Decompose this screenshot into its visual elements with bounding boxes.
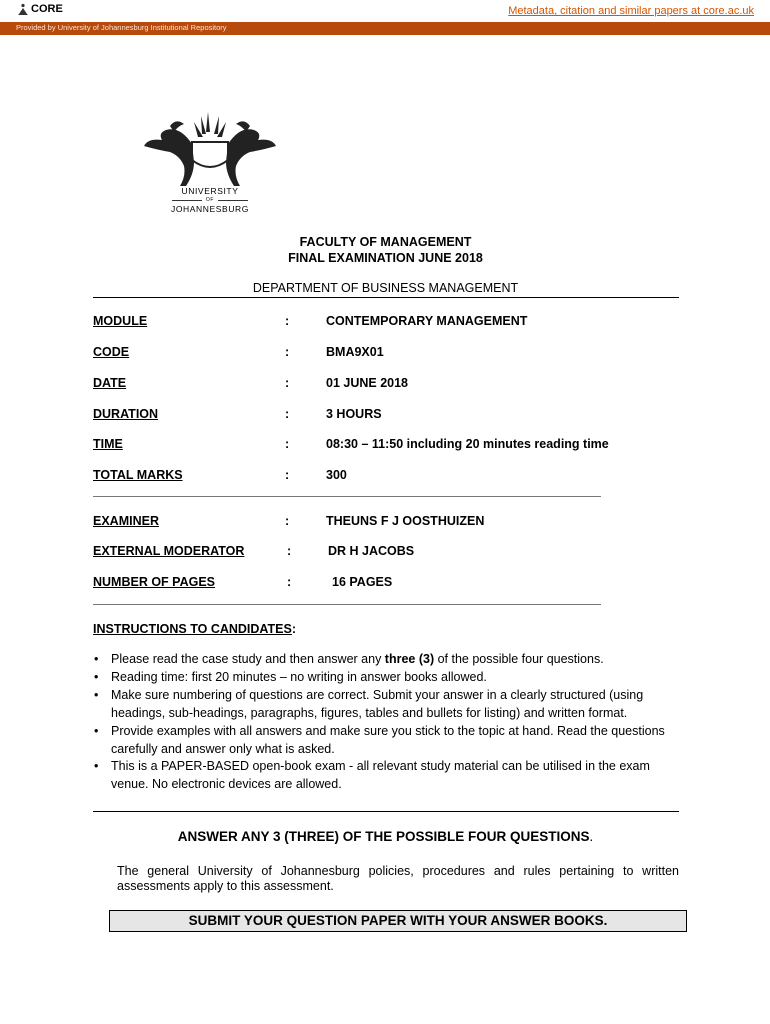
detail-colon: : <box>285 514 290 528</box>
uj-wordmark-of: OF <box>205 197 215 203</box>
provided-by-text[interactable]: Provided by University of Johannesburg Institutional Repository <box>16 23 227 32</box>
list-item: • Reading time: first 20 minutes – no writing in answer books allowed. <box>93 669 683 687</box>
list-item: • Provide examples with all answers and make sure you stick to the topic at hand. Read the questions carefully and answer only what is asked. <box>93 723 683 759</box>
uj-wordmark-line1: UNIVERSITY <box>181 186 239 196</box>
detail-label: MODULE <box>93 314 148 328</box>
detail-colon: : <box>285 437 290 451</box>
detail-label: DATE <box>93 376 127 390</box>
detail-label: TOTAL MARKS <box>93 468 183 482</box>
instructions-list <box>93 651 683 794</box>
department-title: DEPARTMENT OF BUSINESS MANAGEMENT <box>252 281 519 295</box>
divider-line <box>93 604 601 605</box>
detail-value: 01 JUNE 2018 <box>326 376 409 390</box>
answer-instruction: ANSWER ANY 3 (THREE) OF THE POSSIBLE FOUR QUESTIONS. <box>177 829 594 844</box>
instructions-title-colon: : <box>291 622 297 636</box>
list-item: • Make sure numbering of questions are correct. Submit your answer in a clearly structured (using headings, sub-headings, paragraphs, figures, tables and bullets for listing) and written format. <box>93 687 683 723</box>
core-logo[interactable] <box>18 3 63 15</box>
core-header <box>0 0 770 22</box>
instructions-heading <box>93 622 296 636</box>
divider-line <box>93 496 601 497</box>
detail-colon: : <box>285 376 290 390</box>
divider-solid <box>93 811 679 812</box>
core-logo-text: CORE <box>31 3 63 15</box>
faculty-title: FACULTY OF MANAGEMENT <box>299 235 472 249</box>
detail-colon: : <box>285 407 290 421</box>
core-metadata-link[interactable]: Metadata, citation and similar papers at core.ac.uk <box>508 5 754 17</box>
core-logo-icon <box>18 3 28 15</box>
detail-label: CODE <box>93 345 130 359</box>
instructions-title: INSTRUCTIONS TO CANDIDATES <box>93 622 292 636</box>
detail-colon: : <box>285 345 290 359</box>
list-item: • This is a PAPER-BASED open-book exam - all relevant study material can be utilised in the exam venue. No electronic devices are allowed. <box>93 758 683 794</box>
list-item: • Please read the case study and then answer any three (3) of the possible four questions. <box>93 651 683 669</box>
detail-colon: : <box>287 575 292 589</box>
submit-notice: SUBMIT YOUR QUESTION PAPER WITH YOUR ANSWER BOOKS. <box>109 910 687 932</box>
exam-heading <box>93 234 678 266</box>
detail-value: DR H JACOBS <box>328 544 415 558</box>
detail-colon: : <box>287 544 292 558</box>
detail-value: 08:30 – 11:50 including 20 minutes reading time <box>326 437 609 451</box>
detail-label: TIME <box>93 437 123 451</box>
detail-label: NUMBER OF PAGES <box>93 575 215 589</box>
detail-value: CONTEMPORARY MANAGEMENT <box>326 314 528 328</box>
divider-solid <box>93 297 679 298</box>
detail-value: 300 <box>326 468 347 482</box>
detail-label: EXTERNAL MODERATOR <box>93 544 245 558</box>
detail-value: THEUNS F J OOSTHUIZEN <box>326 514 485 528</box>
detail-value: 16 PAGES <box>332 575 393 589</box>
detail-label: DURATION <box>93 407 159 421</box>
uj-wordmark-line2: JOHANNESBURG <box>170 204 250 214</box>
detail-value: 3 HOURS <box>326 407 382 421</box>
detail-value: BMA9X01 <box>326 345 384 359</box>
policy-text: The general University of Johannesburg policies, procedures and rules pertaining to written assessments apply to this assessment. <box>117 864 679 893</box>
detail-colon: : <box>285 314 290 328</box>
detail-label: EXAMINER <box>93 514 159 528</box>
provided-by-bar <box>0 22 770 35</box>
detail-colon: : <box>285 468 290 482</box>
exam-title: FINAL EXAMINATION JUNE 2018 <box>288 251 483 265</box>
uj-wordmark <box>150 186 270 215</box>
